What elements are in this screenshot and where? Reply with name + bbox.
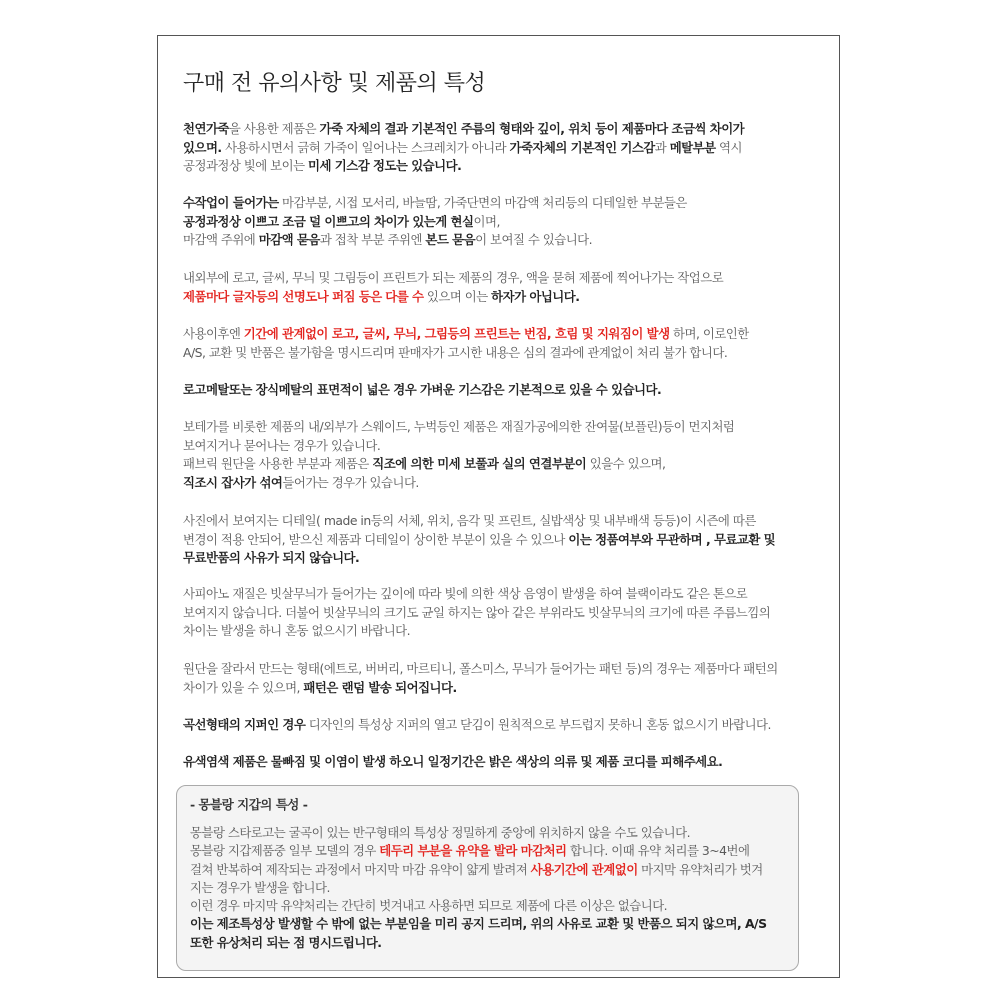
text-line [183,418,823,437]
body-text: 이런 경우 마지막 유약처리는 간단히 벗겨내고 사용하면 되므로 제품에 다른 이상은 없습니다. [190,898,668,914]
text-line [183,231,823,250]
emphasis-bold-text: 또한 유상처리 되는 점 명시드립니다. [190,934,382,950]
body-text: 마감부분, 시접 모서리, 바늘땀, 가죽단면의 마감액 처리등의 디테일한 부분들은 [278,195,687,210]
body-text: 과 [654,139,670,155]
body-text: 내외부에 로고, 글씨, 무늬 및 그림등이 프린트가 되는 제품의 경우, 액을 묻혀 제품에 찍어나가는 작업으로 [183,270,724,285]
emphasis-red-text: 다를 수 [385,288,424,304]
paragraph-suede-fabric [183,418,823,492]
paragraph-photo-detail [183,512,823,568]
emphasis-bold-text: 무료반품의 사유가 되지 않습니다. [183,550,360,565]
emphasis-bold-text: 하자가 아닙니다. [491,288,580,304]
emphasis-bold-text: 패턴은 랜덤 발송 되어집니다. [303,679,457,695]
text-line [183,455,823,474]
text-line [183,679,823,698]
text-line [183,213,823,232]
text-line [183,437,823,456]
emphasis-bold-text: 있으며. [183,139,222,155]
text-line [190,915,790,933]
body-text: 과 접착 부분 주위엔 [319,232,426,247]
text-line [190,934,790,952]
paragraph-dyed-product [183,753,823,772]
body-text: 사용하시면서 긁혀 가죽이 일어나는 스크레치가 아니라 [221,139,510,155]
body-text: 하며, 이로인한 [669,326,749,341]
paragraph-logo-metal [183,381,823,400]
text-line [190,824,790,842]
text-line [183,585,823,604]
body-text: 이 보여질 수 있습니다. [475,232,593,247]
body-text: 몽블랑 스타로고는 굴곡이 있는 반구형태의 특성상 정밀하게 중앙에 위치하지 않을 수도 있습니다. [190,825,691,840]
text-line [190,861,790,879]
text-line [183,194,823,213]
emphasis-bold-text: 가죽 자체의 결과 기본적인 주름의 형태와 깊이, 위치 등이 제품마다 조금씩 차이가 [319,121,745,136]
emphasis-bold-text: 가죽자체의 기본적인 기스감 [509,139,655,155]
body-text: 차이가 있을 수 있으며, [183,679,304,695]
text-line [183,549,823,568]
text-line [183,604,823,623]
text-line [183,120,823,139]
emphasis-bold-text: 이는 정품여부와 무관하며 , 무료교환 및 [568,531,776,547]
body-text: 원단을 잘라서 만드는 형태(에트로, 버버리, 마르티니, 폴스미스, 무늬가 들어가는 패턴 등)의 경우는 제품마다 패턴의 [183,661,778,676]
text-line [183,381,823,400]
body-text: 보테가를 비롯한 제품의 내/외부가 스웨이드, 누벅등인 제품은 재질가공에의한 잔여물(보플린)등이 먼지처럼 [183,419,735,434]
montblanc-notice-body [190,824,790,952]
emphasis-bold-text: 로고메탈또는 장식메탈의 표면적이 넓은 경우 가벼운 기스감은 기본적으로 있을 수 있습니다. [183,382,662,397]
paragraph-pattern [183,660,823,697]
text-line [183,716,823,735]
body-text: 디자인의 특성상 지퍼의 열고 닫김이 원칙적으로 부드럽지 못하니 혼동 없으시기 바랍니다. [305,717,771,732]
emphasis-red-text: 기간에 관계없이 로고, 글씨, 무늬, 그림등의 프린트는 번짐, 흐림 및 지워짐이 발생 [243,326,670,341]
text-line [183,157,823,176]
body-text: 있으며 이는 [423,288,492,304]
emphasis-bold-text: 천연가죽 [183,121,229,136]
body-text: 공정과정상 빛에 보이는 [183,158,309,173]
body-text: 마감액 주위에 [183,232,259,247]
emphasis-red-text: 제품마다 글자등의 선명도나 퍼짐 등은 [183,288,382,304]
emphasis-bold-text: 곡선형태의 지퍼인 경우 [183,717,306,732]
text-line [183,753,823,772]
text-line [183,325,823,344]
text-line [183,344,823,363]
text-line [183,269,823,288]
body-text: 지는 경우가 발생을 합니다. [190,879,330,895]
body-text: 사용이후엔 [183,326,244,341]
emphasis-bold-text: 공정과정상 이쁘고 조금 덜 이쁘고의 차이가 있는게 현실 [183,213,474,229]
body-text: A/S, 교환 및 반품은 불가함을 명시드리며 판매자가 고시한 내용은 심의 결과에 관계없이 처리 불가 합니다. [183,344,728,360]
text-line [183,288,823,307]
body-text: 몽블랑 지갑제품중 일부 모델의 경우 [190,843,380,859]
paragraph-print [183,269,823,306]
emphasis-bold-text: 메탈부분 [669,139,716,155]
body-text: 걸쳐 반복하여 제작되는 과정에서 마지막 마감 유약이 얇게 발려져 [190,861,531,877]
emphasis-bold-text: 유색염색 제품은 물빠짐 및 이염이 발생 하오니 일정기간은 밝은 색상의 의류 및 제품 코디를 피해주세요. [183,754,723,769]
paragraph-natural-leather [183,120,823,176]
body-text: 있을수 있으며, [586,456,666,471]
text-line [190,842,790,860]
body-text: 을 사용한 제품은 [228,121,320,136]
text-line [183,531,823,550]
emphasis-bold-text: 이는 제조특성상 발생할 수 밖에 없는 부분임을 미리 공지 드리며, 위의 사유로 교환 및 반품으 되지 않으며, A/S [190,916,767,932]
text-line [190,879,790,897]
emphasis-red-text: 사용기간에 관계없이 [530,861,638,877]
text-line [183,474,823,493]
body-text: 사진에서 보여지는 디테일( made in등의 서체, 위치, 음각 및 프린트, 실밥색상 및 내부배색 등등)이 시즌에 따른 [183,513,756,528]
paragraph-saffiano [183,585,823,641]
body-text: 들어가는 경우가 있습니다. [282,474,419,490]
montblanc-notice-title: - 몽블랑 지갑의 특성 - [190,797,308,812]
body-text: 패브릭 원단을 사용한 부분과 제품은 [183,456,373,471]
text-line [183,622,823,641]
emphasis-bold-text: 수작업이 들어가는 [183,195,279,210]
paragraph-handwork [183,194,823,250]
body-text: 사피아노 재질은 빗살무늬가 들어가는 깊이에 따라 빛에 의한 색상 음영이 발생을 하여 블랙이라도 같은 톤으로 [183,586,748,601]
body-text: 마지막 유약처리가 벗겨 [637,861,763,877]
body-text: 합니다. 이때 유약 처리를 3~4번에 [566,843,750,859]
document-title: 구매 전 유의사항 및 제품의 특성 [183,71,486,96]
text-line [190,897,790,915]
body-text: 변경이 적용 안되어, 받으신 제품과 디테일이 상이한 부분이 있을 수 있으나 [183,531,569,547]
paragraph-print-after-use [183,325,823,362]
body-text: 역시 [715,139,742,155]
text-line [183,512,823,531]
emphasis-red-text: 테두리 부분을 유약을 발라 마감처리 [379,843,567,859]
body-text: 보여지거나 묻어나는 경우가 있습니다. [183,437,381,453]
text-line [183,139,823,158]
body-text: 차이는 발생을 하니 혼동 없으시기 바랍니다. [183,623,411,638]
text-line [183,660,823,679]
body-text: 이며, [473,213,500,229]
emphasis-bold-text: 마감액 묻음 [258,232,320,247]
body-text: 보여지지 않습니다. 더불어 빗살무늬의 크기도 균일 하지는 않아 같은 부위라도 빗살무늬의 크기에 따른 주름느낌의 [183,604,771,620]
emphasis-bold-text: 본드 묻음 [425,232,476,247]
emphasis-bold-text: 미세 기스감 정도는 있습니다. [308,158,462,173]
emphasis-bold-text: 직조시 잡사가 섞여 [183,474,283,490]
paragraph-curved-zipper [183,716,823,735]
emphasis-bold-text: 직조에 의한 미세 보풀과 실의 연결부분이 [372,456,587,471]
